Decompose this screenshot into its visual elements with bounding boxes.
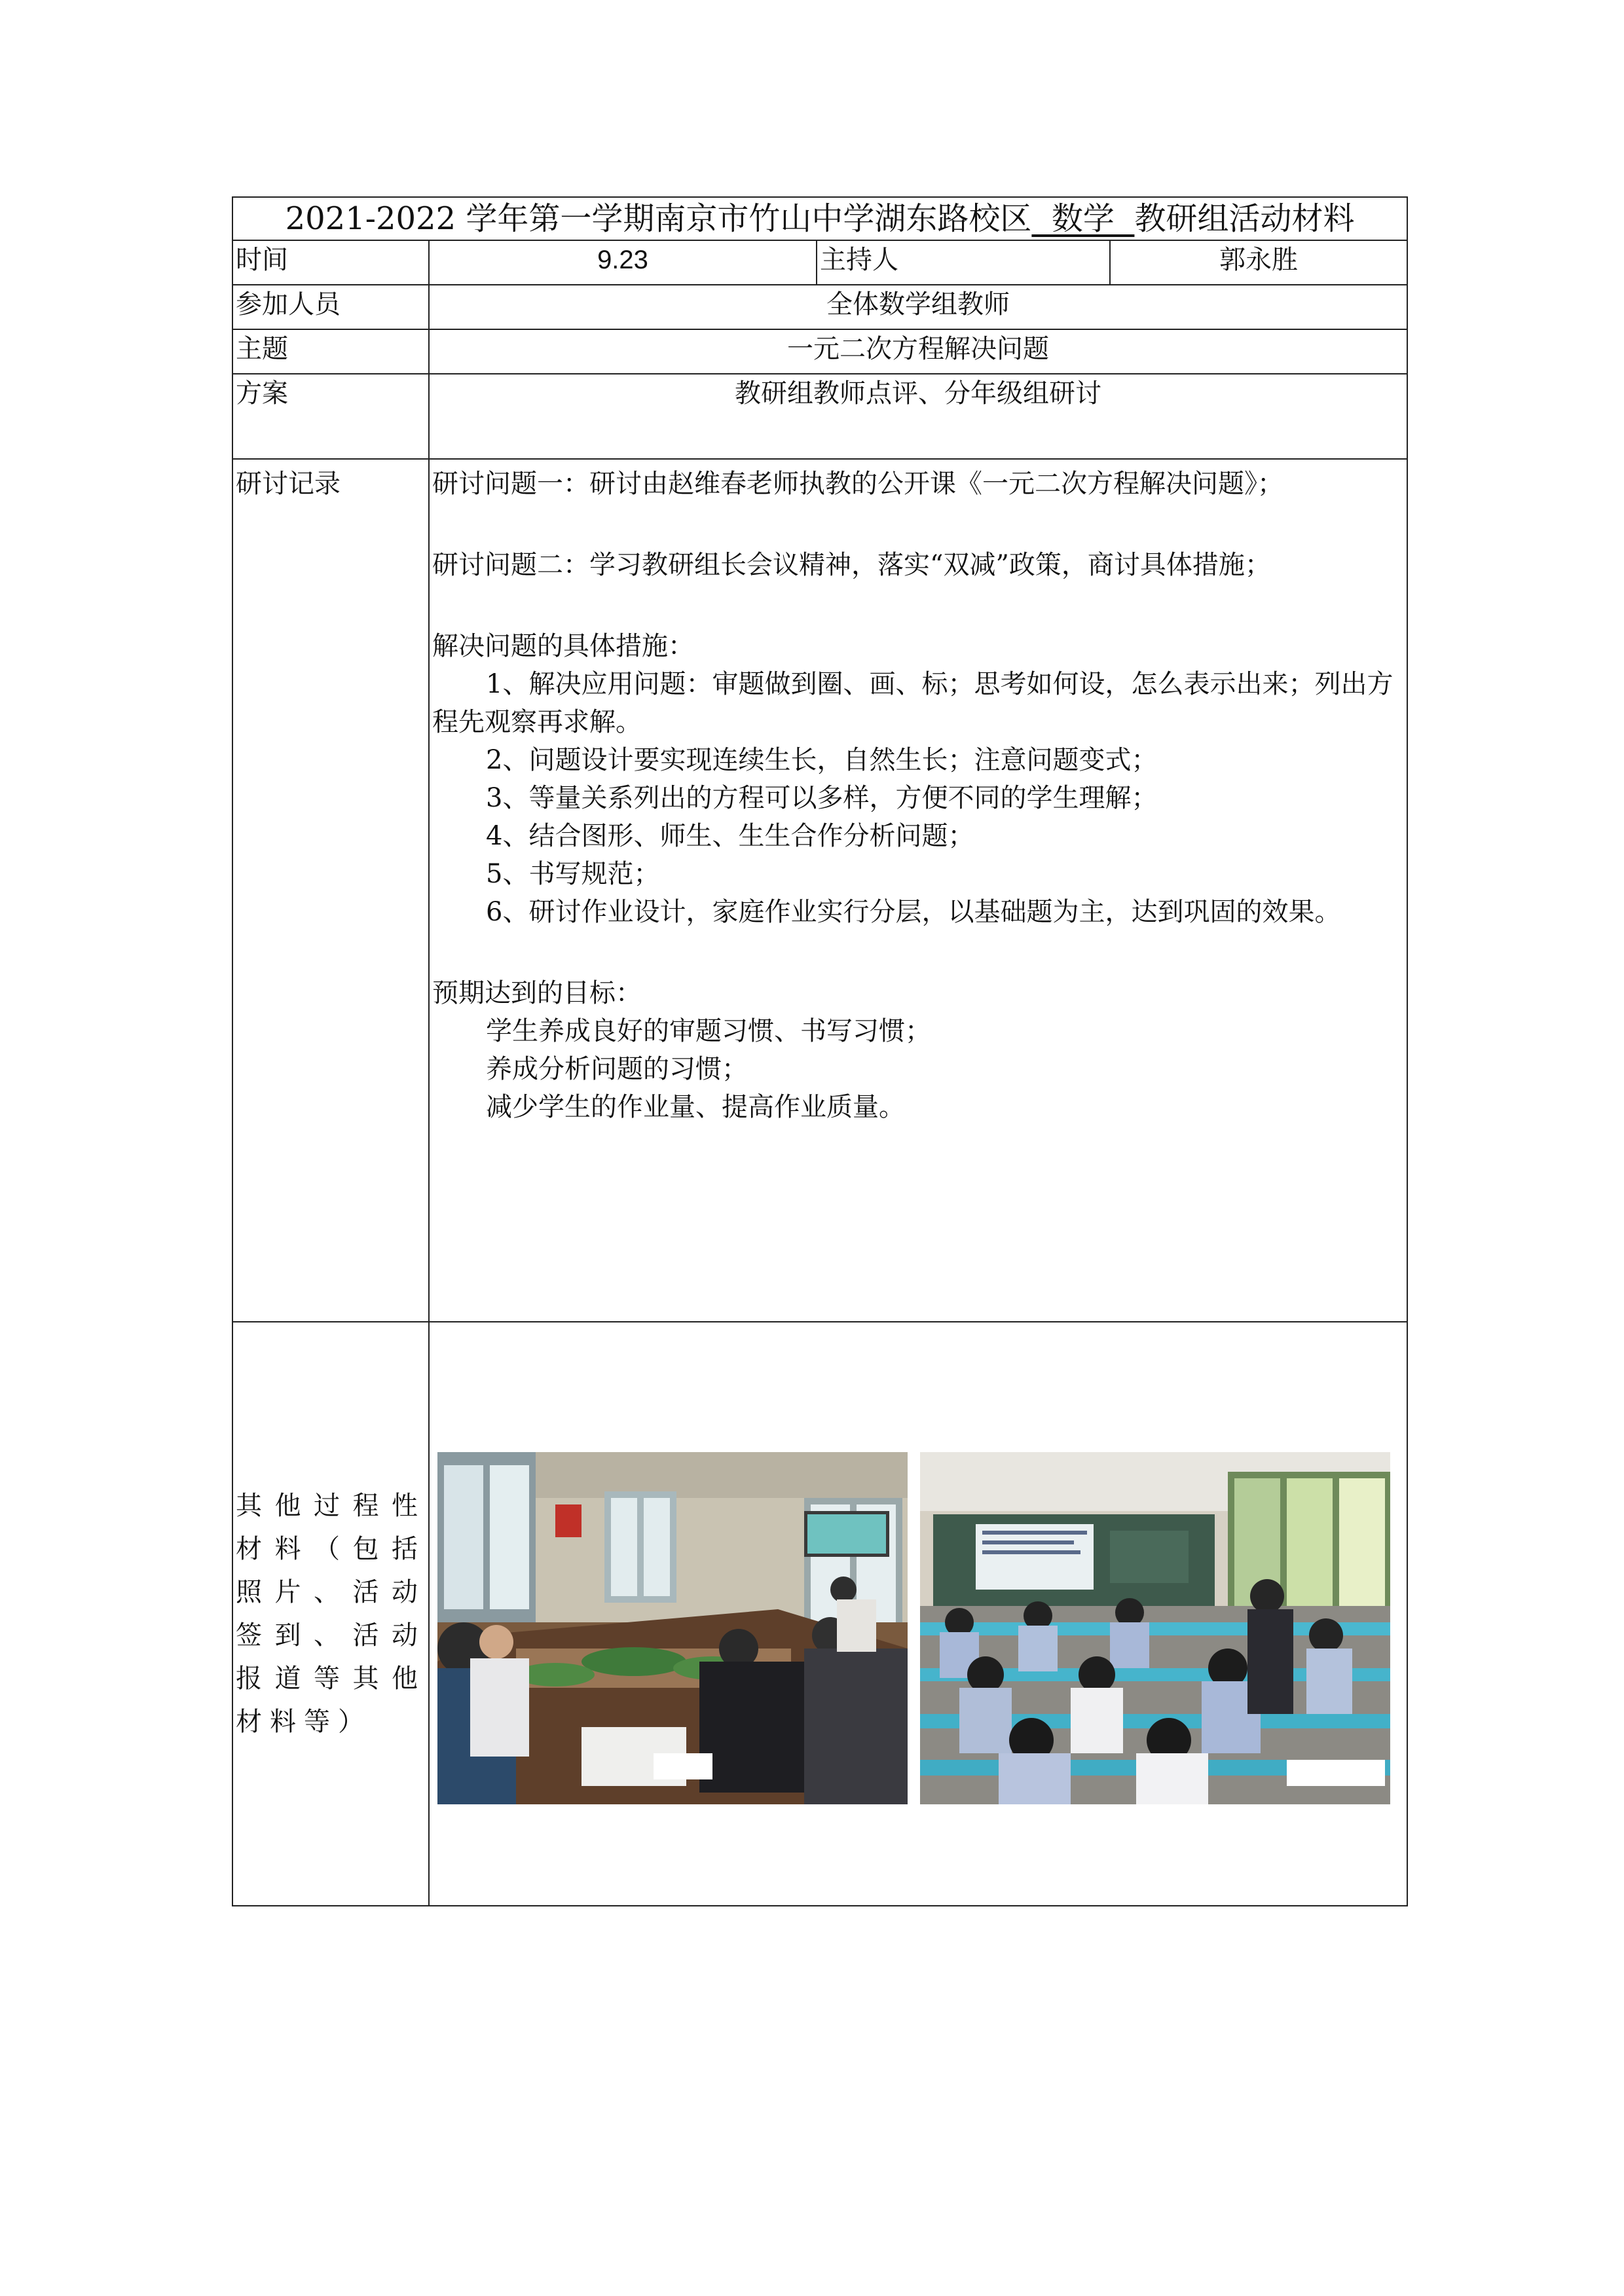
record-content [429,459,1407,1322]
classroom-photo [920,1452,1390,1804]
measure-item: 3、等量关系列出的方程可以多样，方便不同的学生理解； [486,783,1158,813]
goal-item: 减少学生的作业量、提高作业质量。 [486,1092,905,1122]
participants-row [232,285,1407,329]
goal-item: 学生养成良好的审题习惯、书写习惯； [486,1016,931,1046]
activity-record-sheet [232,196,1407,1906]
other-materials-label: 其他过程性材料（包括照片、活动签到、活动报道等其他材料等） [236,1491,426,1737]
title-row [232,197,1407,240]
time-label: 时间 [232,240,429,285]
record-label: 研讨记录 [232,459,429,1322]
goals-title: 预期达到的目标： [432,978,642,1008]
classroom-photo-image [920,1452,1390,1804]
plan-label: 方案 [232,374,429,459]
meeting-room-photo [437,1452,908,1804]
title-suffix: 教研组活动材料 [1134,200,1355,237]
host-label: 主持人 [817,240,1110,285]
photos-area [430,1322,1407,1905]
record-row [232,459,1407,1322]
time-value: 9.23 [429,240,817,285]
plan-value: 教研组教师点评、分年级组研讨 [429,374,1407,459]
measures-title: 解决问题的具体措施： [432,631,694,661]
title-prefix: 2021-2022 学年第一学期南京市竹山中学湖东路校区 [285,200,1032,237]
plan-row [232,374,1407,459]
question-one: 研讨问题一：研讨由赵维春老师执教的公开课《一元二次方程解决问题》； [432,469,1283,499]
question-two: 研讨问题二：学习教研组长会议精神，落实“双减”政策，商讨具体措施； [432,550,1271,580]
time-row [232,240,1407,285]
goal-item: 养成分析问题的习惯； [486,1054,748,1084]
topic-label: 主题 [232,329,429,374]
record-table [232,196,1408,1906]
title-subject: 数学 [1031,200,1135,237]
measure-item: 5、书写规范； [486,859,660,889]
document-title [232,197,1407,240]
measure-item: 6、研讨作业设计，家庭作业实行分层，以基础题为主，达到巩固的效果。 [486,897,1341,927]
other-materials-row [232,1322,1407,1906]
host-value: 郭永胜 [1110,240,1407,285]
meeting-room-photo-image [437,1452,908,1804]
measure-item: 4、结合图形、师生、生生合作分析问题； [486,821,974,851]
measure-item: 2、问题设计要实现连续生长，自然生长；注意问题变式； [486,745,1158,775]
participants-label: 参加人员 [232,285,429,329]
topic-row [232,329,1407,374]
topic-value: 一元二次方程解决问题 [429,329,1407,374]
photos-cell [429,1322,1407,1906]
participants-value: 全体数学组教师 [429,285,1407,329]
other-materials-label-cell [232,1322,429,1906]
measure-item: 1、解决应用问题：审题做到圈、画、标；思考如何设，怎么表示出来；列出方程先观察再求解。 [432,669,1393,737]
